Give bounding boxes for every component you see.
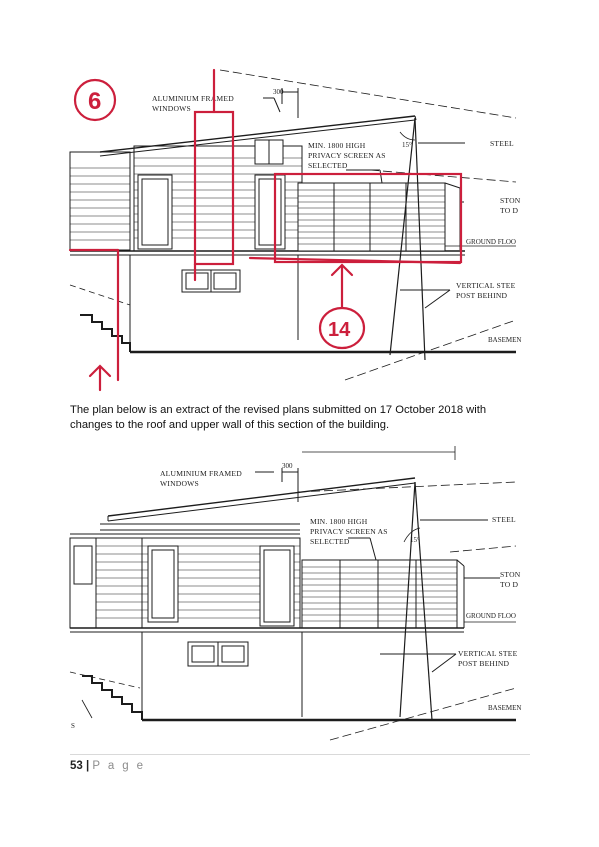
bottom-label-dimension: 300 (282, 462, 293, 470)
bottom-label-windows-2: WINDOWS (160, 479, 199, 488)
top-label-post-1: VERTICAL STEE (456, 281, 516, 290)
bottom-label-windows-1: ALUMINIUM FRAMED (160, 469, 242, 478)
top-label-ground: GROUND FLOO (466, 238, 516, 246)
bottom-label-privacy-3: SELECTED (310, 537, 350, 546)
page-number: 53 (70, 760, 83, 772)
bottom-label-angle: 15° (410, 536, 420, 544)
original-plan-drawing (70, 70, 522, 390)
bottom-label-steel: STEEL (492, 515, 516, 524)
page-word: P a g e (92, 760, 146, 772)
markup-box-window (195, 112, 233, 264)
revised-plan-drawing (70, 442, 522, 750)
footer-separator: | (86, 760, 90, 772)
top-label-privacy-2: PRIVACY SCREEN AS (308, 151, 386, 160)
top-label-windows-2: WINDOWS (152, 104, 191, 113)
top-label-windows-1: ALUMINIUM FRAMED (152, 94, 234, 103)
top-label-privacy-1: MIN. 1800 HIGH (308, 141, 366, 150)
revised-plan-svg (70, 442, 522, 750)
original-plan-svg (70, 70, 522, 390)
markup-number-6: 6 (88, 88, 102, 115)
top-label-dimension: 300 (273, 88, 284, 96)
bottom-label-post-1: VERTICAL STEE (458, 649, 518, 658)
bottom-label-privacy-2: PRIVACY SCREEN AS (310, 527, 388, 536)
bottom-label-post-2: POST BEHIND (458, 659, 510, 668)
top-label-post-2: POST BEHIND (456, 291, 508, 300)
bottom-label-privacy-1: MIN. 1800 HIGH (310, 517, 368, 526)
bottom-label-stone-2: TO D (500, 580, 519, 589)
top-label-privacy-3: SELECTED (308, 161, 348, 170)
footer-divider (70, 754, 530, 755)
top-label-stone-1: STON (500, 196, 521, 205)
bottom-label-stone-1: STON (500, 570, 521, 579)
plan-caption: The plan below is an extract of the revised plans submitted on 17 October 2018 with changes to the roof and upper wall of this section of the building. (70, 404, 487, 431)
top-label-steel: STEEL (490, 139, 514, 148)
markup-number-14: 14 (328, 319, 351, 341)
bottom-label-edge: S (71, 722, 75, 730)
bottom-label-ground: GROUND FLOO (466, 612, 516, 620)
top-label-stone-2: TO D (500, 206, 519, 215)
page-footer (70, 760, 145, 772)
top-label-angle: 15° (402, 141, 412, 149)
top-label-basement: BASEMEN (488, 336, 522, 344)
bottom-label-basement: BASEMEN (488, 704, 522, 712)
